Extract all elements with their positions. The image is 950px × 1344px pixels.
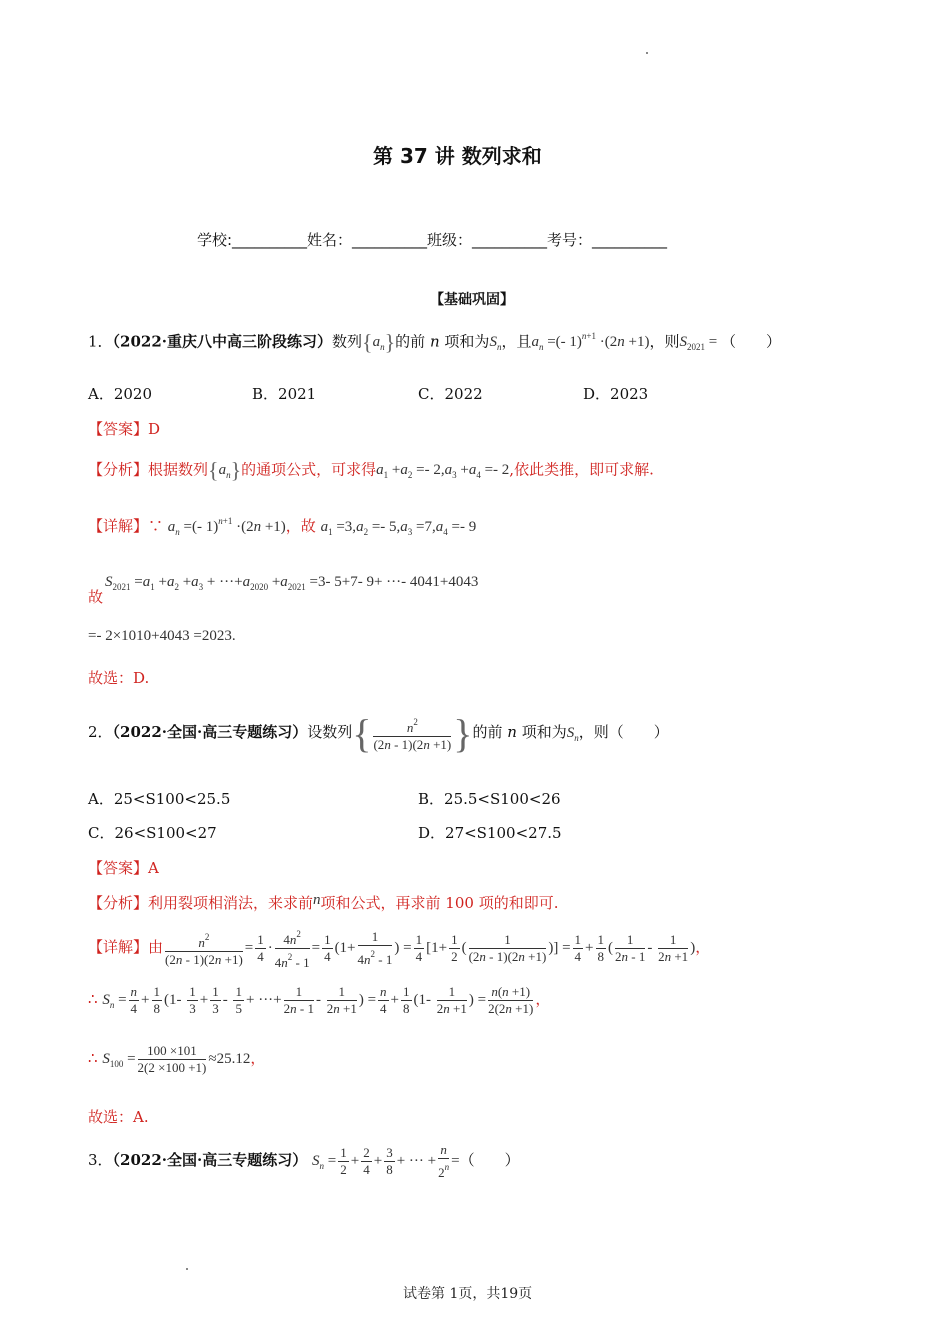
math-sequence-fraction: { $\frac{n^2}{(2n - 1)(2n +1)}$ } [352,711,473,756]
question-3 [88,1142,520,1181]
math-sn: $S_n$ [566,724,579,743]
question-text: 的前 [472,722,503,741]
question-number: 3． [88,1150,113,1169]
math-series: $S_n$ = $\frac{1}{2}$ + $\frac{2}{4}$ + $\frac{3}{8}$ + ··· + $\frac{n}{2^n}$ = [312,1142,460,1180]
question-text: ，则 [649,332,680,351]
question-text: （ ） [459,1150,520,1169]
math-s2021: $S_{2021}$ = [679,334,721,353]
answer: 【答案】D [88,420,161,438]
question-source: （2022·全国·高三专题练习） [112,1150,308,1169]
option-d: D．2023 [583,385,649,403]
page-title: 第 37 讲 数列求和 [373,144,542,168]
question-text: 的前 [395,332,426,351]
page-footer: 试卷第 1页，共19页 [403,1286,533,1302]
analysis-text: 利用裂项相消法，来求前 [148,894,314,912]
detail-label: 【详解】∵ [88,517,164,535]
section-heading: 【基础巩固】 [430,292,514,308]
analysis-label: 【分析】 [88,894,149,912]
question-text: 项和为 [521,722,567,741]
math-sn: $S_n$ [489,334,502,353]
detail-label: 【详解】由 [88,937,164,956]
math-sum-line: $S_{2021} =a_1 +a_2 +a_3 + \cdot\cdot\cdot+a_{2020} +a_{2021} =3-$ 5+7- 9+ ···- 4041+4043 [105,574,479,592]
math-formula: $a_n$ =(- 1)$^{n+1}$ ·(2n +1) [531,331,650,353]
option-b: B．2021 [252,385,317,403]
detail-text: 故 [88,588,104,606]
conclusion: 故选：D. [88,669,150,687]
analysis-label: 【分析】 [88,460,149,479]
question-text: 设数列 [307,722,353,741]
analysis-text: 项和公式，再求前 100 项的和即可. [320,894,559,912]
math-formula: $a_1 +a_2 =- 2,a_3 +a_4 =- 2$ [376,462,510,481]
analysis-text: ,依此类推，即可求解. [509,460,654,479]
detail: 【详解】由 $\frac{n^2}{(2n - 1)(2n +1)}$ = $\frac{1}{4}$ · $\frac{4n^2}{4n^2 - 1}$ = $\frac{1}{4}$ (1+ $\frac{1}{4n^2 - 1}$ ) = $\frac{1}{4}$ [1+ $\frac{1}{2}$ ( $\frac{1}{(2n - 1)(2n +1)}$ )] = $\frac{1}{4}$ + $\frac{1}{8}$ ( $\frac{1}{2n - 1}$ - $\frac{1}{2n +1}$ )， [88,926,710,971]
question-text: （ ） [720,332,781,351]
student-info-line: 学校:__________姓名：__________班级：__________考号：__________ [197,231,668,249]
option-a: A．25<S100<25.5 [88,790,231,808]
question-number: 2． [88,722,113,741]
question-text: ，且 [501,332,532,351]
detail [88,515,476,537]
math-formula: $a_1 =3,a_2 =- 5,a_3 =7,a_4 =- 9$ [320,519,477,537]
answer: 【答案】A [88,859,159,877]
question-1: 1．（2022·重庆八中高三阶段练习）数列$\{a_n\}$的前 n 项和为$S_n$，且$a_n$ =(- 1)$^{n+1}$ ·(2n +1)，则$S_{2021}$ = （ ） [88,330,781,355]
question-source: （2022·全国·高三专题练习） [112,722,308,741]
option-d: D．27<S100<27.5 [418,824,562,842]
math-sum: $S_n$ = $\frac{n}{4}$ + $\frac{1}{8}$ (1- $\frac{1}{3}$ + $\frac{1}{3}$ - $\frac{1}{5}$ + ···+ $\frac{1}{2n - 1}$ - $\frac{1}{2n +1}$ ) = $\frac{n}{4}$ + $\frac{1}{8}$ (1- $\frac{1}{2n +1}$ ) = $\frac{n(n +1)}{2(2n +1)}$ [102,984,534,1016]
question-source: （2022·重庆八中高三阶段练习） [112,332,333,351]
therefore-symbol: ∴ [88,1048,98,1067]
detail-text: ，故 [285,517,316,535]
math-formula: $a_n$ =(- 1)$^{n+1}$ ·(2n +1) [167,516,286,537]
option-c: C．2022 [418,385,483,403]
question-number: 1． [88,332,113,351]
detail-line-2: ∴ $S_n$ = $\frac{n}{4}$ + $\frac{1}{8}$ (1- $\frac{1}{3}$ + $\frac{1}{3}$ - $\frac{1}{5}$ + ···+ $\frac{1}{2n - 1}$ - $\frac{1}{2n +1}$ ) = $\frac{n}{4}$ + $\frac{1}{8}$ (1- $\frac{1}{2n +1}$ ) = $\frac{n(n +1)}{2(2n +1)}$ ， [88,984,551,1016]
math-sequence-an: $\{a_n\}$ [208,458,242,483]
analysis-text: 的通项公式，可求得 [241,460,377,479]
therefore-symbol: ∴ [88,989,98,1008]
analysis [88,892,558,913]
scan-dot [186,1268,188,1270]
analysis-text: 根据数列 [148,460,209,479]
option-a: A．2020 [88,385,153,403]
question-2: 2．（2022·全国·高三专题练习）设数列{ $\frac{n^2}{(2n - 1)(2n +1)}$ }的前 n 项和为$S_n$，则（ ） [88,711,669,756]
conclusion: 故选：A. [88,1108,149,1126]
option-b: B．25.5<S100<26 [418,790,561,808]
detail-line-3: ∴ $S_{100}$ = $\frac{100 \times 101}{2(2 \times 100 +1)}$ ≈25.12， [88,1043,266,1075]
question-text: 项和为 [444,332,490,351]
analysis [88,458,654,484]
math-result-line: =- 2×1010+4043 =2023. [88,628,236,644]
math-derivation: $\frac{n^2}{(2n - 1)(2n +1)}$ = $\frac{1}{4}$ · $\frac{4n^2}{4n^2 - 1}$ = $\frac{1}{4}$ (1+ $\frac{1}{4n^2 - 1}$ ) = $\frac{1}{4}$ [1+ $\frac{1}{2}$ ( $\frac{1}{(2n - 1)(2n +1)}$ )] = $\frac{1}{4}$ + $\frac{1}{8}$ ( $\frac{1}{2n - 1}$ - $\frac{1}{2n +1}$ ) [163,940,695,956]
math-sequence-an: $\{a_n\}$ [362,330,396,355]
option-c: C．26<S100<27 [88,824,217,842]
question-text: ，则（ ） [578,722,669,741]
question-text: 数列 [332,332,363,351]
math-s100: $S_{100}$ = $\frac{100 \times 101}{2(2 \times 100 +1)}$ ≈25.12 [102,1043,251,1075]
math-n: n [313,892,321,908]
scan-dot [646,52,648,54]
